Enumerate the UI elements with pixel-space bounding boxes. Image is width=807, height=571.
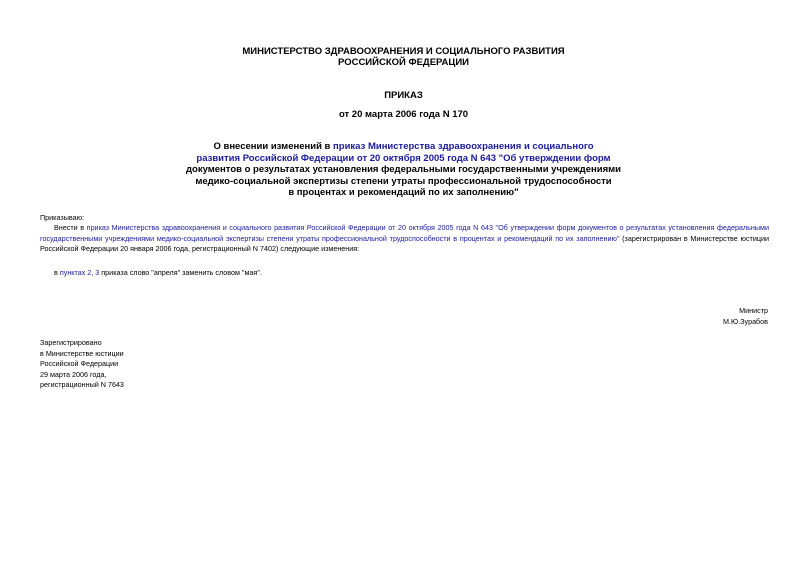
registration-line1: Зарегистрировано [40, 338, 102, 347]
signatory-name: М.Ю.Зурабов [722, 316, 768, 326]
registration-line5: регистрационный N 7643 [40, 380, 124, 390]
amended-order-link[interactable]: приказ Министерства здравоохранения и социального развития Российской Федерации от 20 октября 2005 года N 643 "Об утверждении форм документов о результатах установления федеральными государственными учреждениями медико-социальной экспертизы степени утраты профессиональной трудоспособности в процентах и рекомендаций по их заполнению" [40, 223, 769, 243]
amendment-suffix: (зарегистрирован в Министерстве юстиции Российской Федерации 20 января 2006 года, регистрационный N 7402) следующие изменения: [40, 233, 769, 254]
change-item-prefix: в [54, 268, 60, 277]
change-item-suffix: приказа слово "апреля" заменить словом "мая". [99, 268, 262, 277]
document-subject [0, 141, 807, 199]
order-intro: Приказываю: [40, 213, 84, 222]
registration-line3: Российской Федерации [40, 359, 119, 369]
ministry-name [0, 46, 807, 68]
subject-line4: медико-социальной экспертизы степени утраты профессиональной трудоспособности [195, 175, 612, 187]
registration-line2: в Министерстве юстиции [40, 348, 124, 358]
amendment-prefix: Внести в [54, 223, 87, 232]
document-date-number: от 20 марта 2006 года N 170 [338, 109, 469, 120]
ministry-name-line1: МИНИСТЕРСТВО ЗДРАВООХРАНЕНИЯ И СОЦИАЛЬНОГО РАЗВИТИЯ [242, 46, 565, 57]
clauses-link[interactable]: пунктах 2, 3 [59, 268, 100, 277]
change-item [54, 268, 262, 279]
ministry-name-line2: РОССИЙСКОЙ ФЕДЕРАЦИИ [337, 57, 469, 68]
subject-line5: в процентах и рекомендаций по их заполнению" [288, 187, 519, 198]
subject-line3: документов о результатах установления федеральными государственными учреждениями [186, 164, 621, 175]
subject-prefix: О внесении изменений в [213, 141, 334, 152]
subject-order-link-continued[interactable]: развития Российской Федерации от 20 октября 2005 года N 643 "Об утверждении форм [196, 152, 611, 164]
registration-line4: 29 марта 2006 года, [40, 369, 107, 379]
amendment-paragraph [40, 223, 769, 255]
document-type: ПРИКАЗ [384, 90, 423, 101]
signatory-title: Министр [739, 306, 768, 315]
signature-block [723, 306, 768, 327]
registration-block [40, 338, 124, 391]
subject-line1 [0, 141, 807, 153]
subject-order-link[interactable]: приказ Министерства здравоохранения и социального [333, 141, 594, 152]
